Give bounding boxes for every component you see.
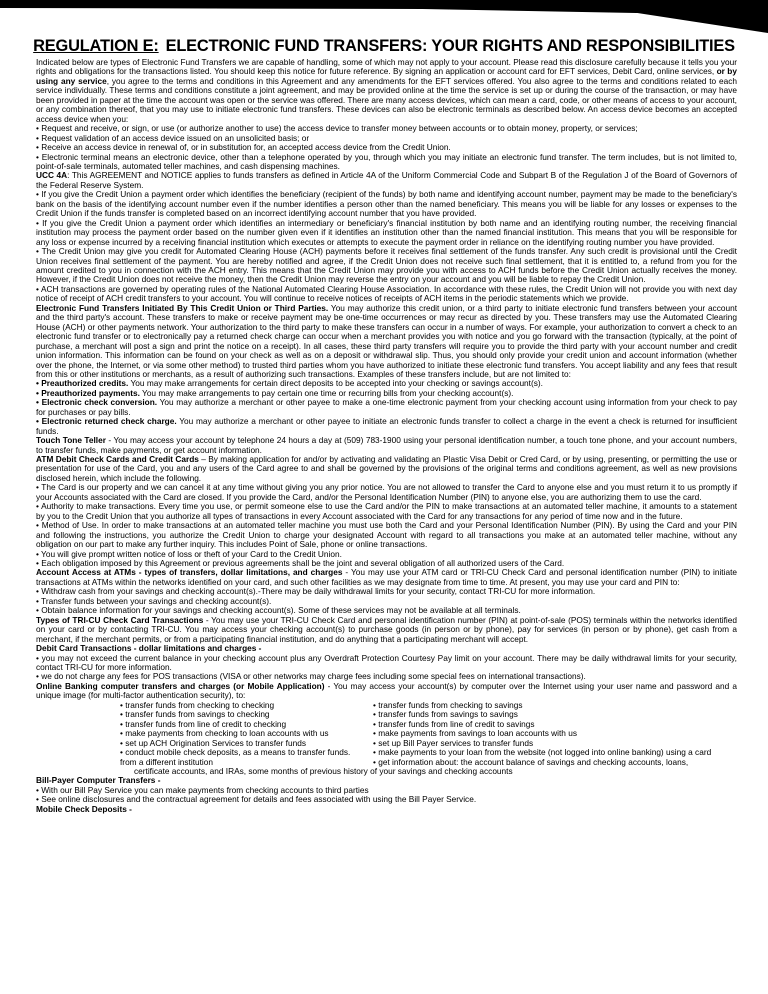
list-item: • get information about: the account balance of savings and checking accounts, loans, [373, 756, 689, 767]
text-run: • Receive an access device in renewal of, or in substitution for, an accepted access device from the Credit Union. [36, 142, 451, 153]
text-run: • If you give the Credit Union a payment order which identifies the beneficiary (recipient of the funds) by both name and identifying account number, payment may be made to the beneficiary's bank on the basis of the identifying account number even if the number identifies a person other than the named beneficiary. This means you will be liable for any losses or expenses to the Credit Union if the funds transfer is completed based on an incorrect identifying account number that you have provided. [36, 189, 737, 219]
paragraph [36, 247, 737, 285]
text-run: - You may use your ATM card or TRI-CU Check Card and personal identification number (PIN) to initiate transactions at ATMs within the networks identified on your card, and such other facilities as we may designate from time to time. At present, you may use your card and PIN to: [36, 567, 737, 587]
text-run: : This AGREEMENT and NOTICE applies to funds transfers as defined in Article 4A of the Uniform Commercial Code and Subpart B of the Regulation J of the Board of Governors of the Federal Reserve System. [36, 170, 738, 190]
text-run: • The Credit Union may give you credit for Automated Clearing House (ACH) payments before it receives final settlement of the funds transfer. Any such credit is provisional until the Credit Union receives final settlement of the payment. You are hereby notified and agree, if the Credit Union does not receive such final settlement, that it is entitled to, a refund from you for the amount credited to you in connection with the ACH entry. This means that the Credit Union may provide you with access to ACH funds before the Credit Union actually receives the money. However, if the Credit Union does not receive the money, then the Credit Union may reverse the entry on your account and you will be liable to repay the Credit Union. [36, 246, 737, 285]
paragraph [36, 502, 737, 521]
bold-text-run: Online Banking computer transfers and charges (or Mobile Application) [36, 680, 325, 691]
paragraph [36, 521, 737, 549]
text-run: • you may not exceed the current balance in your checking account plus any Overdraft Protection Courtesy Pay limit on your account. There may be daily withdrawal limits for your security, contact TRI-CU for more information. [36, 652, 737, 672]
text-run: You may make arrangements to pay certain one time or recurring bills from your checking account(s). [139, 387, 514, 398]
bold-text-run: ATM Debit Check Cards and Credit Cards [36, 454, 199, 465]
paragraph [36, 171, 737, 190]
paragraph [36, 304, 737, 380]
list-item: • transfer funds from checking to checking [120, 699, 275, 710]
paragraph [36, 398, 737, 417]
list-item: • transfer funds from line of credit to savings [373, 718, 535, 729]
text-run: • If you give the Credit Union a payment order which identifies an intermediary or beneficiary's financial institution by both name and an identifying routing number, the receiving financial institution may process the payment order based on the number given even if it identifies an institution other than the named financial institution. This means that you will be responsible for any loss or expense incurred by a receiving financial institution which executes or attempts to execute the payment order in reliance on the identifying routing number you have provided. [36, 217, 737, 247]
paragraph [36, 483, 737, 502]
bold-text-run: Types of TRI-CU Check Card Transactions [36, 614, 204, 625]
paragraph [36, 455, 737, 483]
bold-text-run: Account Access at ATMs - types of transfers, dollar limitations, and charges [36, 567, 343, 578]
list-item: • transfer funds from checking to savings [373, 699, 523, 710]
text-run: • Electronic terminal means an electronic device, other than a telephone operated by you, through which you may initiate an electronic fund transfer. The term includes, but is not limited to, point-of-sale terminals, automated teller machines, and cash dispensing machines. [36, 151, 737, 171]
paragraph [36, 805, 737, 814]
list-item: • make payments from savings to loan accounts with us [373, 728, 577, 739]
paragraph [36, 568, 737, 587]
left-column [120, 701, 373, 767]
two-column-list [120, 701, 737, 767]
text-run: You may make arrangements for certain direct deposits to be accepted into your checking or savings account(s). [128, 378, 543, 389]
bold-text-run: • Electronic returned check charge. [36, 416, 177, 427]
text-run: - You may use your TRI-CU Check Card and personal identification number (PIN) at point-of-sale (POS) terminals within the networks identified on your card or by contacting TRI-CU. You may access your checking account(s) to purchase goods (in person or by phone), pay for services (in person or by phone), get cash from a merchant, if the merchant permits, or from a participating financial institution, and do anything that a participating merchant will accept. [36, 614, 737, 644]
list-item: • make payments to your loan from the website (not logged into online banking) using a card [373, 747, 712, 758]
bold-text-run: UCC 4A [36, 170, 68, 181]
text-run: • See online disclosures and the contractual agreement for details and fees associated with using the Bill Payer Service. [36, 794, 477, 805]
bold-text-run: Touch Tone Teller [36, 435, 106, 446]
text-run: • Method of Use. In order to make transactions at an automated teller machine you must use both the Card and your Personal Identification Number (PIN). By using the Card and your PIN and following the instructions, you authorize the Credit Union to charge your designated Account with regard to all transactions you make at an automated teller machine, without any obligation on our part to make any further inquiry. This includes Point of Sale, phone or online transactions. [36, 520, 737, 550]
text-run: • Authority to make transactions. Every time you use, or permit someone else to use the Card and/or the PIN to make transactions at an automated teller machine, it amounts to a statement by you to the Credit Union that you authorize all types of transactions in every Account associated with the Card for any transactions for any period of time now and in the future. [36, 501, 737, 521]
text-run: , you agree to the terms and conditions in this Agreement and any amendments for the EFT services offered. You also agree to the terms and conditions related to each service individually. These terms and conditions constitute a joint agreement, and may be provided online at the time the service is set up or during the course of the transaction, or may have been provided in paper at the time the account was open or the service was offered. There are many access devices, which can mean a card, code, or other means of access to your account, or any combination thereof, that you may use to initiate electronic fund transfers. These devices can also be electronic terminals as described below. An access device becomes an accepted access device when you: [36, 75, 738, 124]
text-run: • You will give prompt written notice of loss or theft of your Card to the Credit Union. [36, 548, 342, 559]
bold-text-run: • Electronic check conversion. [36, 397, 158, 408]
text-run: You may authorize a merchant or other payee to make a one-time electronic payment from your checking account using information from your check to pay for purchases or pay bills. [36, 397, 737, 417]
bold-text-run: Mobile Check Deposits - [36, 803, 132, 814]
paragraph [36, 285, 737, 304]
paragraph [36, 436, 737, 455]
scan-artifact [0, 0, 768, 34]
text-run: You may authorize a merchant or other payee to initiate an electronic funds transfer to collect a charge in the event a check is returned for insufficient funds. [36, 416, 737, 436]
paragraph [36, 58, 737, 124]
list-item: • conduct mobile check deposits, as a means to transfer funds. [120, 747, 351, 758]
list-item: • make payments from checking to loan accounts with us [120, 728, 329, 739]
text-run: • we do not charge any fees for POS transactions (VISA or other networks may charge fees including some special fees on international transactions). [36, 671, 586, 682]
text-run: • Withdraw cash from your savings and checking account(s).-There may be daily withdrawal limits for your security, contact TRI-CU for more information. [36, 586, 596, 597]
text-run: • ACH transactions are governed by operating rules of the National Automated Clearing House Association. In accordance with these rules, the Credit Union will not provide you with next day notice of receipt of ACH credit transfers to your account. You will continue to receive notices of receipts of ACH items in the periodic statements which we provide. [36, 283, 737, 304]
paragraph [36, 417, 737, 436]
paragraph [36, 682, 737, 701]
text-run: Indicated below are types of Electronic Fund Transfers we are capable of handling, some of which may not apply to your account. Please read this disclosure carefully because it tells you your rights and obligations for the transactions listed. You should keep this notice for future reference. By signing an application or account card for EFT services, Debit Card, online services, [36, 57, 737, 77]
paragraph [36, 654, 737, 673]
text-run: - You may access your account by telephone 24 hours a day at (509) 783-1900 using your personal identification number, a touch tone phone, and your account numbers, to transfer funds, make payments, or get account information. [36, 435, 738, 455]
text-run: • Request and receive, or sign, or use (or authorize another to use) the access device to transfer money between accounts or to obtain money, property, or services; [36, 123, 638, 134]
text-run: • Obtain balance information for your savings and checking account(s). Some of these services may not be available at all terminals. [36, 605, 521, 616]
list-item: • set up ACH Origination Services to transfer funds [120, 737, 306, 748]
bold-text-run: • Preauthorized payments. [36, 387, 140, 398]
paragraph [36, 616, 737, 644]
list-continuation: certificate accounts, and IRAs, some months of previous history of your savings and checking accounts [134, 765, 513, 776]
text-run: • With our Bill Pay Service you can make payments from checking accounts to third parties [36, 784, 369, 795]
page-title [28, 37, 740, 55]
paragraph [36, 795, 737, 804]
text-run: • Each obligation imposed by this Agreement or previous agreements shall be the joint and several obligation of all authorized users of the Card. [36, 558, 565, 569]
paragraph [36, 153, 737, 172]
bold-text-run: or by using any service [36, 66, 737, 86]
bold-text-run: Electronic Fund Transfers Initiated By This Credit Union or Third Parties. [36, 302, 329, 313]
text-run: – By making application for and/or by activating and validating an Plastic Visa Debit or Cred Card, or by using, presenting, or permitting the use or presentation for use of the Card, you and any users of the Card agree to and shall be governed by the provisions of the original terms and conditions agreement, as well as new provisions disclosed herein, which include the following. [36, 454, 737, 483]
right-column [373, 701, 737, 767]
bold-text-run: Bill-Payer Computer Transfers - [36, 775, 161, 786]
text-run: • The Card is our property and we can cancel it at any time without giving you any prior notice. You are not allowed to transfer the Card to anyone else and you must return it to us promptly if your Accounts associated with the Card are closed. If you provide the Card, and/or the Personal Identification Number (PIN) to anyone else, you are authorizing them to use the card. [36, 482, 737, 502]
list-item: • transfer funds from savings to savings [373, 709, 518, 720]
document-body [36, 58, 737, 814]
text-run: - You may access your account(s) by computer over the Internet using your user name and password and a unique image (for multi-factor authentication security), to: [36, 680, 737, 701]
list-item: • transfer funds from line of credit to checking [120, 718, 287, 729]
list-item: • set up Bill Payer services to transfer funds [373, 737, 534, 748]
title-subject: ELECTRONIC FUND TRANSFERS: YOUR RIGHTS AND RESPONSIBILITIES [165, 37, 735, 55]
text-run: You may authorize this credit union, or a third party to initiate electronic fund transfers between your account and the third party's account. These transfers to make or receive payment may be one-time occurrences or may recur as directed by you. These transfers may use the Automated Clearing House (ACH) or other payments network. Your authorization to the third party to make these transfers can occur in a number of ways. For example, your authorization to convert a check to an electronic fund transfer or to electronically pay a returned check charge can occur when a merchant provides you with notice and you go forward with the transaction (typically, at the point of purchase, a merchant will post a sign and print the notice on a receipt). In all cases, these third party transfers will require you to provide the third party with your account number and credit union information. This information can be found on your check as well as on a deposit or withdrawal slip. Thus, you should only provide your credit union and account information (whether over the phone, the Internet, or via some other method) to trusted third parties whom you have authorized to initiate these electronic fund transfers. You accept liability and any fees that result from this or other institutions or merchants, as a result of authorizing such transactions. Examples of these transfers include, but are not limited to: [36, 302, 737, 379]
bold-text-run: Debit Card Transactions - dollar limitations and charges - [36, 643, 262, 654]
text-run: • Transfer funds between your savings and checking account(s). [36, 595, 272, 606]
paragraph [36, 219, 737, 247]
title-regulation-label: REGULATION E: [33, 37, 159, 55]
list-item: from a different institution [120, 756, 214, 767]
text-run: • Request validation of an access device issued on an unsolicited basis; or [36, 132, 310, 143]
list-item: • transfer funds from savings to checking [120, 709, 270, 720]
bold-text-run: • Preauthorized credits. [36, 378, 129, 389]
paragraph [36, 190, 737, 218]
